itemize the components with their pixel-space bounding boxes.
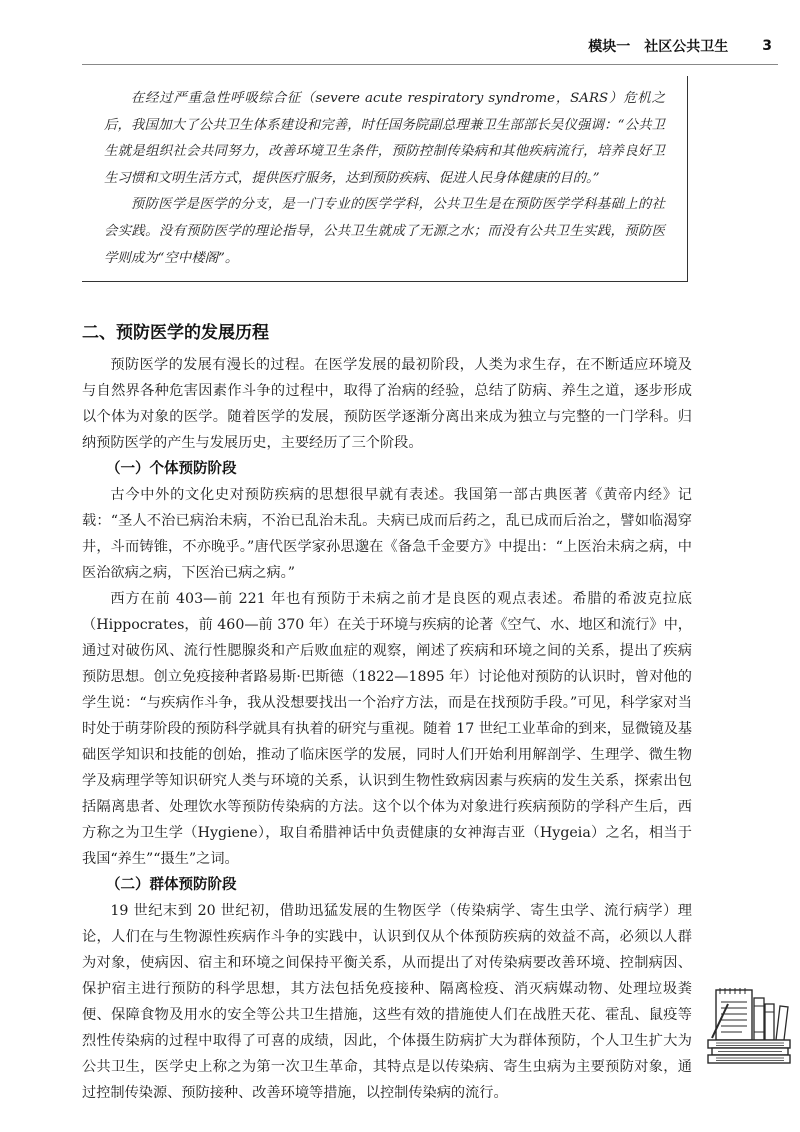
stage2-heading: （二）群体预防阶段 bbox=[106, 877, 237, 893]
stage1-heading: （一）个体预防阶段 bbox=[106, 461, 237, 477]
stage1-paragraph-1: 古今中外的文化史对预防疾病的思想很早就有表述。我国第一部古典医著《黄帝内经》记载：“圣人不治已病治未病，不治已乱治未乱。夫病已成而后药之，乱已成而后治之，譬如临渴穿井，斗而铸锥，不亦晚乎。”唐代医学家孙思邈在《备急千金要方》中提出：“上医治未病之病，中医治欲病之病，下医治已病之病。” bbox=[82, 487, 692, 581]
quote-box bbox=[82, 76, 688, 282]
section-title: 二、预防医学的发展历程 bbox=[82, 323, 269, 343]
box-paragraph-2: 预防医学是医学的分支，是一门专业的医学学科，公共卫生是在预防医学学科基础上的社会实践。没有预防医学的理论指导，公共卫生就成了无源之水；而没有公共卫生实践，预防医学则成为“空中楼阁”。 bbox=[104, 197, 665, 266]
stage1-paragraph-2: 西方在前 403—前 221 年也有预防于未病之前才是良医的观点表述。希腊的希波克拉底（Hippocrates，前 460—前 370 年）在关于环境与疾病的论著《空气、水、地区和流行》中，通过对破伤风、流行性腮腺炎和产后败血症的观察，阐述了疾病和环境之间的关系，提出了疾病预防思想。创立免疫接种者路易斯·巴斯德（1822—1895 年）讨论他对预防的认识时，曾对他的学生说：“与疾病作斗争，我从没想要找出一个治疗方法，而是在找预防手段。”可见，科学家对当时处于萌芽阶段的预防科学就具有执着的研究与重视。随着 17 世纪工业革命的到来，显微镜及基础医学知识和技能的创始，推动了临床医学的发展，同时人们开始利用解剖学、生理学、微生物学及病理学等知识研究人类与环境的关系，认识到生物性致病因素与疾病的发生关系，探索出包括隔离患者、处理饮水等预防传染病的方法。这个以个体为对象进行疾病预防的学科产生后，西方称之为卫生学（Hygiene），取自希腊神话中负责健康的女神海吉亚（Hygeia）之名，相当于我国“养生”“摄生”之词。 bbox=[82, 591, 692, 867]
stage2-paragraph-1: 19 世纪末到 20 世纪初，借助迅猛发展的生物医学（传染病学、寄生虫学、流行病学）理论，人们在与生物源性疾病作斗争的实践中，认识到仅从个体预防疾病的效益不高，必须以人群为对象，使病因、宿主和环境之间保持平衡关系，从而提出了对传染病要改善环境、控制病因、保护宿主进行预防的科学思想，其方法包括免疫接种、隔离检疫、消灭病媒动物、处理垃圾粪便、保障食物及用水的安全等公共卫生措施，这些有效的措施使人们在战胜天花、霍乱、鼠疫等烈性传染病的过程中取得了可喜的成绩，因此，个体摄生防病扩大为群体预防，个人卫生扩大为公共卫生，医学史上称之为第一次卫生革命，其特点是以传染病、寄生虫病为主要预防对象，通过控制传染源、预防接种、改善环境等措施，以控制传染病的流行。 bbox=[82, 903, 692, 1101]
page-number: 3 bbox=[762, 38, 772, 54]
intro-paragraph: 预防医学的发展有漫长的过程。在医学发展的最初阶段，人类为求生存，在不断适应环境及与自然界各种危害因素作斗争的过程中，取得了治病的经验，总结了防病、养生之道，逐步形成以个体为对象的医学。随着医学的发展，预防医学逐渐分离出来成为独立与完整的一门学科。归纳预防医学的产生与发展历史，主要经历了三个阶段。 bbox=[82, 357, 692, 451]
box-paragraph-1: 在经过严重急性呼吸综合征（severe acute respiratory syndrome，SARS）危机之后，我国加大了公共卫生体系建设和完善，时任国务院副总理兼卫生部部长吴仪强调：“公共卫生就是组织社会共同努力，改善环境卫生条件，预防控制传染病和其他疾病流行，培养良好卫生习惯和文明生活方式，提供医疗服务，达到预防疾病、促进人民身体健康的目的。” bbox=[104, 91, 665, 186]
books-notepad-icon bbox=[706, 984, 792, 1064]
section-body bbox=[82, 352, 692, 1106]
running-header bbox=[588, 34, 772, 58]
header-module-title: 模块一 社区公共卫生 bbox=[588, 39, 729, 55]
header-rule bbox=[82, 64, 778, 65]
